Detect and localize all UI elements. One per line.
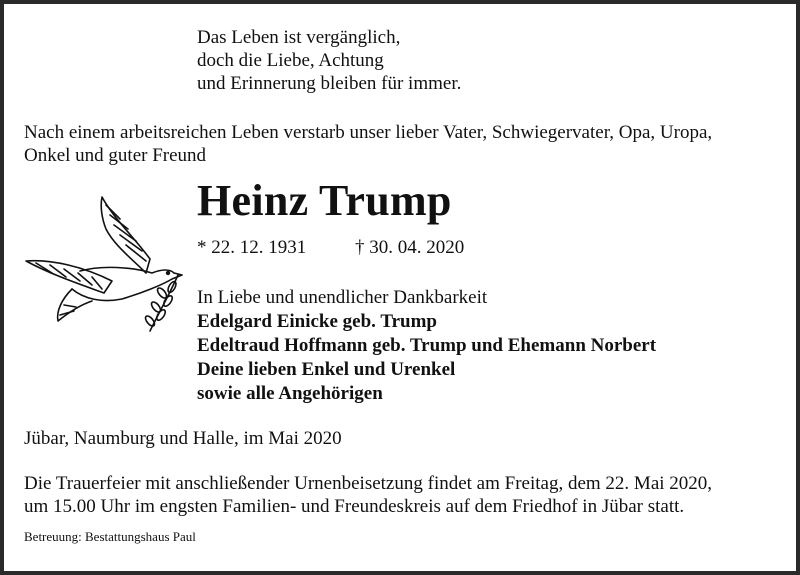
- intro-line: Nach einem arbeitsreichen Leben verstarb unser lieber Vater, Schwiegervater, Opa, Uropa,: [24, 122, 713, 143]
- mourner-name: Edelgard Einicke geb. Trump: [197, 311, 437, 332]
- quote-line: Das Leben ist vergänglich,: [197, 27, 401, 48]
- mourner-name: Deine lieben Enkel und Urenkel: [197, 359, 456, 380]
- mourner-name: Edeltraud Hoffmann geb. Trump und Ehemann Norbert: [197, 335, 657, 356]
- intro-line: Onkel und guter Freund: [24, 145, 207, 166]
- mourner-name: sowie alle Angehörigen: [197, 383, 383, 404]
- funeral-line: um 15.00 Uhr im engsten Familien- und Freundeskreis auf dem Friedhof in Jübar statt.: [24, 496, 685, 517]
- funeral-info: [24, 472, 712, 518]
- death-date: † 30. 04. 2020: [355, 237, 465, 258]
- intro-text: [24, 121, 712, 167]
- funeral-line: Die Trauerfeier mit anschließender Urnenbeisetzung findet am Freitag, dem 22. Mai 2020,: [24, 473, 713, 494]
- dove-with-olive-branch-icon: [22, 189, 192, 339]
- place-and-date: Jübar, Naumburg und Halle, im Mai 2020: [24, 428, 342, 449]
- deceased-name: Heinz Trump: [197, 176, 452, 225]
- quote-line: und Erinnerung bleiben für immer.: [197, 73, 462, 94]
- funeral-home-credit: Betreuung: Bestattungshaus Paul: [24, 529, 196, 544]
- memorial-quote: [197, 26, 461, 95]
- mourners-block: [197, 286, 656, 406]
- mourners-intro: In Liebe und unendlicher Dankbarkeit: [197, 287, 488, 308]
- birth-date: * 22. 12. 1931: [197, 237, 307, 258]
- obituary-notice: [4, 4, 796, 571]
- quote-line: doch die Liebe, Achtung: [197, 50, 384, 71]
